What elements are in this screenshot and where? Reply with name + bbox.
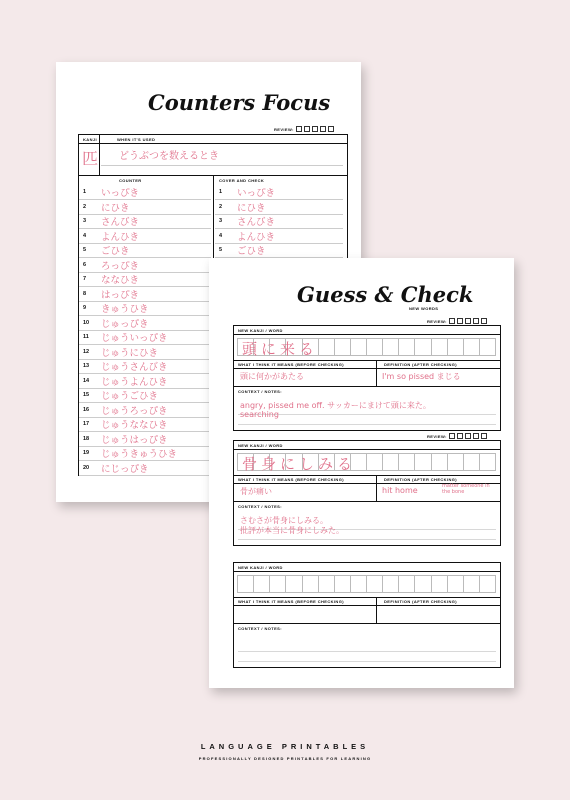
check-row [215,185,343,200]
brand-title: LANGUAGE PRINTABLES [200,742,370,751]
review-box [465,318,471,324]
think-header: WHAT I THINK IT MEANS (BEFORE CHECKING) [238,477,344,482]
counter-row [79,185,211,200]
divider [234,501,500,502]
review-label: REVIEW: [274,126,294,132]
grid-cell [334,575,351,593]
counter-row [79,287,211,302]
rule-line [101,165,343,166]
context-line: angry, pissed me off. サッカーにまけて頭に来た。 [240,401,431,410]
counter-value: きゅうひき [101,304,149,316]
divider [376,360,377,386]
check-value: ごひき [237,246,266,258]
counter-row [79,432,211,447]
counter-value: ろっぴき [101,260,140,272]
check-row [215,200,343,215]
review-box [312,126,318,132]
grid-cell [398,453,415,471]
row-number: 12 [83,348,90,355]
counter-row [79,229,211,244]
new-word-value: 骨身にしみる [242,455,357,473]
review-box [304,126,310,132]
grid-cell [414,575,431,593]
counter-row [79,403,211,418]
new-kanji-header: NEW KANJI / WORD [238,328,283,333]
check-row [215,229,343,244]
grid-cell [431,338,448,356]
when-used-header: WHEN IT'S USED [117,137,156,142]
counter-value: じゅうきゅうひき [101,449,178,461]
counter-value: ごひき [101,246,130,258]
definition-note: matter someone in the bone [442,483,490,495]
row-number: 17 [83,421,90,428]
row-number: 3 [83,218,87,225]
context-header: CONTEXT / NOTES: [238,504,282,509]
divider [234,605,500,606]
counter-value: はっぴき [101,289,140,301]
grid-cell [431,575,448,593]
divider [234,623,500,624]
counter-row [79,417,211,432]
divider [234,368,500,369]
counter-value: じゅうごひき [101,391,159,403]
counter-row [79,316,211,331]
counter-value: じゅっぴき [101,318,149,330]
guess-title: Guess & Check [297,282,474,307]
divider [234,334,500,335]
counter-value: にひき [101,202,130,214]
review-box [457,318,463,324]
new-kanji-header: NEW KANJI / WORD [238,443,283,448]
grid-cell [366,338,383,356]
row-number: 11 [83,334,89,341]
review-box [481,318,487,324]
row-number: 5 [219,247,223,254]
check-value: よんひき [237,231,276,243]
grid-cell [398,338,415,356]
counter-row [79,388,211,403]
counter-header: COUNTER [119,178,142,183]
divider [234,360,500,361]
definition-header: DEFINITION (AFTER CHECKING) [384,362,458,367]
row-number: 19 [83,450,90,457]
grid-cell [318,575,335,593]
think-header: WHAT I THINK IT MEANS (BEFORE CHECKING) [238,362,344,367]
grid-cell [463,575,480,593]
divider [234,597,500,598]
counter-value: じゅうさんびき [101,362,168,374]
grid-cell [350,338,367,356]
grid-cell [398,575,415,593]
kanji-value: 匹 [82,149,99,168]
grid-cell [253,575,270,593]
row-number: 5 [83,247,87,254]
counter-row [79,243,211,258]
counter-row [79,359,211,374]
counter-value: じゅうはっぴき [101,434,168,446]
grid-cell [414,453,431,471]
row-number: 4 [83,232,87,239]
grid-cell [382,575,399,593]
guess-subtitle: NEW WORDS [409,306,439,311]
definition-header: DEFINITION (AFTER CHECKING) [384,599,458,604]
counter-row [79,446,211,461]
context-header: CONTEXT / NOTES: [238,389,282,394]
context-line: さむさが骨身にしみる。 [240,516,328,525]
grid-cell [269,575,286,593]
row-number: 8 [83,290,87,297]
counters-title: Counters Focus [148,90,331,115]
divider [79,143,347,144]
context-line: 批評が本当に骨身にしみた。 [240,526,344,535]
guess-check-sheet [209,258,514,688]
row-number: 7 [83,276,87,283]
row-number: 1 [83,189,87,196]
counter-value: じゅうにひき [101,347,159,359]
grid-cell [447,453,464,471]
think-value: 頭に何かがあたる [240,372,304,381]
check-value: いっぴき [237,188,276,200]
rule-line [238,539,496,540]
definition-value: hit home [382,486,418,495]
grid-cell [414,338,431,356]
new-kanji-header: NEW KANJI / WORD [238,565,283,570]
counter-row [79,374,211,389]
grid-cell [366,575,383,593]
row-number: 13 [83,363,90,370]
grid-cell [479,338,496,356]
counter-value: ななひき [101,275,140,287]
review-box [473,433,479,439]
grid-cell [463,338,480,356]
new-word-value: 頭に来る [242,340,319,358]
grid-cell [285,575,302,593]
review-box [296,126,302,132]
kanji-grid [238,575,496,593]
context-line: searching [240,410,279,419]
grid-cell [479,575,496,593]
rule-line [238,651,496,652]
review-box [465,433,471,439]
grid-cell [382,453,399,471]
grid-cell [237,575,254,593]
check-value: にひき [237,202,266,214]
grid-cell [318,338,335,356]
review-box [457,433,463,439]
review-box [320,126,326,132]
divider [99,135,100,175]
rule-line [238,661,496,662]
review-label: REVIEW: [427,433,447,439]
word-entry-block [233,325,501,431]
row-number: 18 [83,435,90,442]
row-number: 2 [83,203,87,210]
counter-value: じゅうよんひき [101,376,168,388]
row-number: 16 [83,406,90,413]
row-number: 15 [83,392,90,399]
think-header: WHAT I THINK IT MEANS (BEFORE CHECKING) [238,599,344,604]
counter-row [79,461,211,476]
when-used-value: どうぶつを数えるとき [119,151,219,162]
counter-value: じゅういっぴき [101,333,168,345]
counter-value: よんひき [101,231,140,243]
counter-row [79,345,211,360]
counter-row [79,258,211,273]
word-entry-block [233,440,501,546]
think-value: 骨が痛い [240,487,272,496]
grid-cell [447,575,464,593]
check-row [215,243,343,258]
review-boxes [427,433,487,439]
counter-value: じゅうろっぴき [101,405,168,417]
counter-row [79,272,211,287]
grid-cell [334,338,351,356]
grid-cell [302,575,319,593]
check-row [215,214,343,229]
counters-review-boxes [274,126,334,132]
grid-cell [447,338,464,356]
row-number: 14 [83,377,90,384]
review-boxes [427,318,487,324]
check-value: さんびき [237,217,276,229]
review-box [328,126,334,132]
review-label: REVIEW: [427,318,447,324]
definition-value: I'm so pissed まじる [382,372,461,381]
cover-check-header: COVER AND CHECK [219,178,265,183]
review-box [449,318,455,324]
counter-value: さんびき [101,217,140,229]
divider [376,475,377,501]
divider [234,475,500,476]
counter-row [79,214,211,229]
review-box [473,318,479,324]
grid-cell [366,453,383,471]
context-header: CONTEXT / NOTES: [238,626,282,631]
divider [234,571,500,572]
row-number: 10 [83,319,90,326]
rule-line [238,424,496,425]
definition-header: DEFINITION (AFTER CHECKING) [384,477,458,482]
counter-value: いっぴき [101,188,140,200]
review-box [481,433,487,439]
row-number: 6 [83,261,87,268]
divider [234,386,500,387]
divider [234,449,500,450]
counter-value: じゅうななひき [101,420,168,432]
grid-cell [431,453,448,471]
brand-subtitle: PROFESSIONALLY DESIGNED PRINTABLES FOR LEARNING [198,756,372,761]
kanji-header: KANJI [83,137,98,142]
row-number: 4 [219,232,223,239]
grid-cell [463,453,480,471]
word-entry-block [233,562,501,668]
row-number: 9 [83,305,87,312]
row-number: 3 [219,218,223,225]
counter-row [79,301,211,316]
counter-row [79,200,211,215]
divider [376,597,377,623]
row-number: 2 [219,203,223,210]
counter-row [79,330,211,345]
grid-cell [479,453,496,471]
grid-cell [382,338,399,356]
row-number: 1 [219,189,223,196]
row-number: 20 [83,464,90,471]
review-box [449,433,455,439]
counter-value: にじっぴき [101,463,149,475]
grid-cell [350,575,367,593]
